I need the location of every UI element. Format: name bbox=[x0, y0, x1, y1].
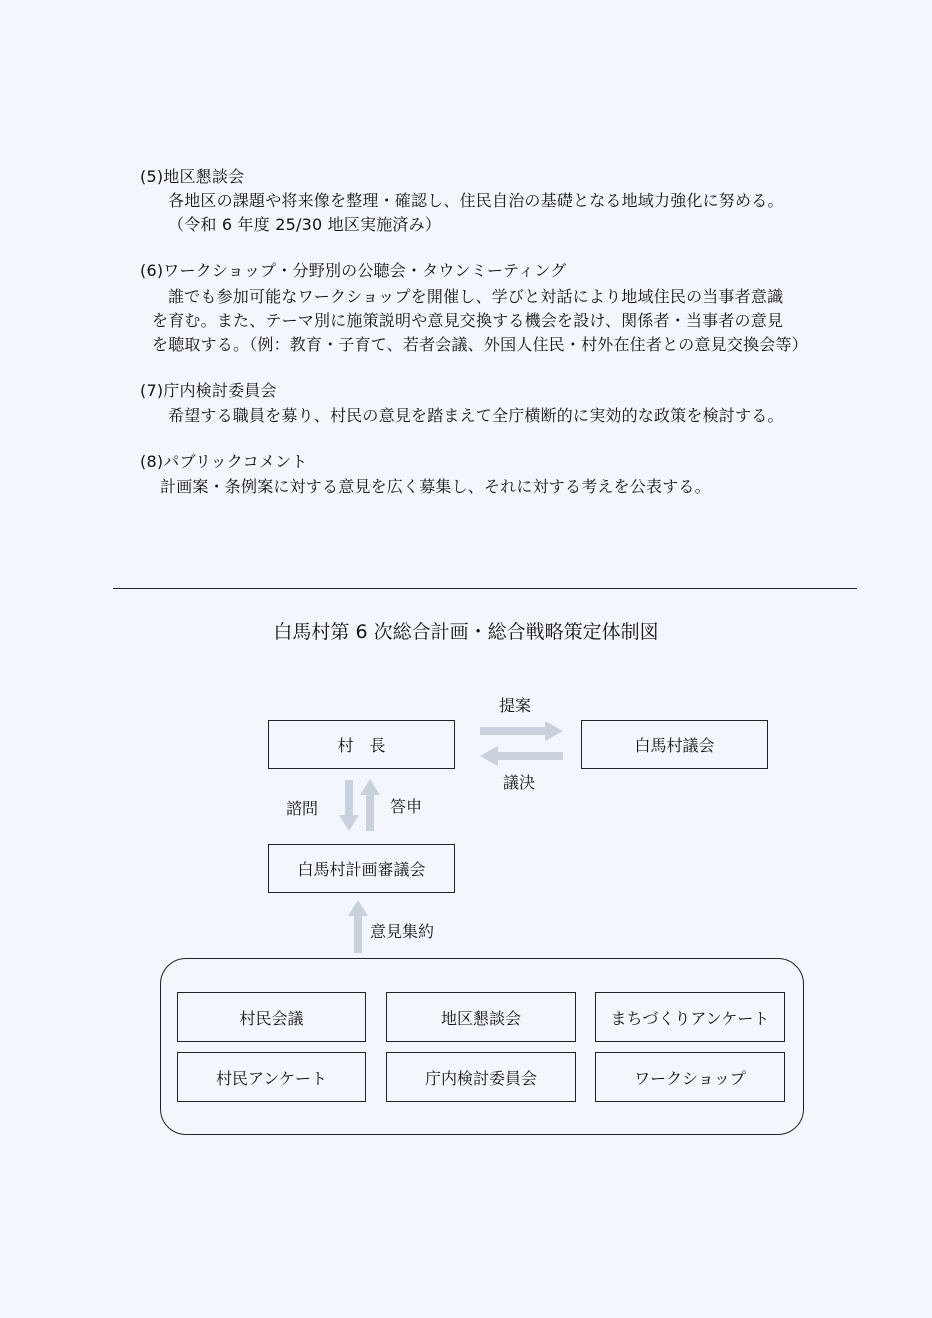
input-label: 村民会議 bbox=[239, 1008, 304, 1028]
aggregation-arrow-icon bbox=[348, 900, 368, 953]
section-body-line: 誰でも参加可能なワークショップを開催し、学びと対話により地域住民の当事者意識 bbox=[168, 287, 784, 306]
input-label: 地区懇談会 bbox=[440, 1008, 521, 1028]
section-heading: (7)庁内検討委員会 bbox=[140, 381, 277, 400]
proposal-label: 提案 bbox=[499, 696, 532, 715]
input-box-internal-committee bbox=[386, 1052, 576, 1102]
input-label: 村民アンケート bbox=[215, 1068, 328, 1088]
input-box-village-meeting bbox=[177, 992, 366, 1042]
input-box-district-meeting bbox=[386, 992, 576, 1042]
input-label: ワークショップ bbox=[634, 1068, 746, 1088]
input-label: 庁内検討委員会 bbox=[424, 1068, 537, 1088]
section-heading: (8)パブリックコメント bbox=[140, 452, 308, 471]
section-body-line: を聴取する。（例：教育・子育て、若者会議、外国人住民・村外在住者との意見交換会等） bbox=[152, 335, 808, 354]
resolution-arrow-icon bbox=[480, 746, 563, 766]
section-body-line: 希望する職員を募り、村民の意見を踏まえて全庁横断的に実効的な政策を検討する。 bbox=[168, 406, 784, 425]
consult-arrow-icon bbox=[339, 780, 359, 831]
council-box bbox=[581, 720, 768, 769]
section-body-line: を育む。また、テーマ別に施策説明や意見交換する機会を設け、関係者・当事者の意見 bbox=[152, 311, 784, 330]
input-box-workshop bbox=[595, 1052, 785, 1102]
section-heading: (5)地区懇談会 bbox=[140, 167, 245, 186]
section-body-line: 各地区の課題や将来像を整理・確認し、住民自治の基礎となる地域力強化に努める。 bbox=[168, 191, 784, 210]
section-heading: (6)ワークショップ・分野別の公聴会・タウンミーティング bbox=[140, 261, 567, 280]
aggregation-label: 意見集約 bbox=[370, 922, 435, 941]
resolution-label: 議決 bbox=[503, 773, 536, 792]
council-label: 白馬村議会 bbox=[634, 736, 715, 755]
report-label: 答申 bbox=[390, 797, 423, 816]
consult-label: 諮問 bbox=[286, 799, 319, 818]
section-body-line: 計画案・条例案に対する意見を広く募集し、それに対する考えを公表する。 bbox=[160, 477, 711, 496]
proposal-arrow-icon bbox=[480, 721, 563, 741]
input-box-resident-survey bbox=[177, 1052, 366, 1102]
input-box-town-survey bbox=[595, 992, 785, 1042]
input-group bbox=[160, 958, 804, 1135]
mayor-box bbox=[268, 720, 455, 769]
diagram-title: 白馬村第 6 次総合計画・総合戦略策定体制図 bbox=[273, 621, 659, 643]
section-body-line: （令和 6 年度 25/30 地区実施済み） bbox=[168, 215, 442, 234]
planning-council-label: 白馬村計画審議会 bbox=[297, 860, 426, 879]
mayor-label: 村 長 bbox=[337, 736, 386, 755]
input-label: まちづくりアンケート bbox=[610, 1008, 770, 1028]
planning-council-box bbox=[268, 844, 455, 893]
report-arrow-icon bbox=[360, 779, 380, 831]
